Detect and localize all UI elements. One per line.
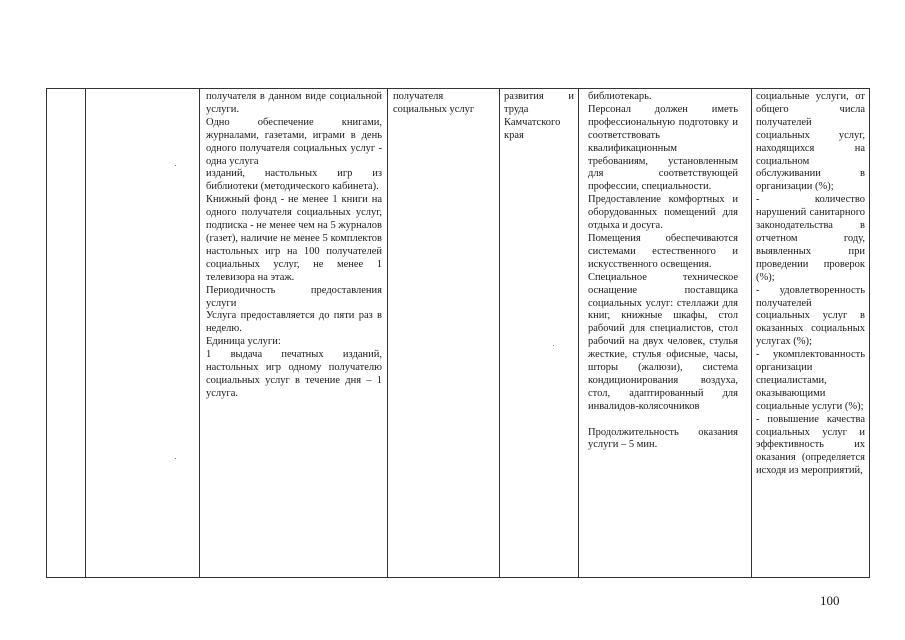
recipient-cell: получателя социальных услуг xyxy=(393,91,475,115)
column-divider xyxy=(578,89,579,577)
page-number: 100 xyxy=(820,593,840,608)
column-divider xyxy=(85,89,86,577)
service-description-cell: получателя в данном виде социальной услуги. Одно обеспечение книгами, журналами, газетами, играми в день одного получателя социальных услуг - одна услуга изданий, настольных игр из библиотеки (методического кабинета). Книжный фонд - не менее 1 книги на одного получателя социальных услуг, подписка - не менее чем на 5 журналов (газет), наличие не менее 5 комплектов настольных игр на 100 получателей социальных услуг, не менее 1 телевизора на этаж. Периодичность предоставления услуги Услуга предоставляется до пяти раз в неделю. Единица услуги: 1 выдача печатных изданий, настольных игр одному получателю социальных услуг в течение дня – 1 услуга. xyxy=(206,91,382,399)
indicators-cell: социальные услуги, от общего числа получателей социальных услуг, находящихся на социальном обслуживании в организации (%); - количество нарушений санитарного законодательства в отчетном году, выявленных при проведении проверок (%); - удовлетворенность получателей социальных услуг в оказанных социальных услугах (%); - укомплектованность организации специалистами, оказывающими социальные услуги (%); - повышение качества социальных услуг и эффективность их оказания (определяется исходя из мероприятий, xyxy=(756,91,865,477)
ministry-cell: развития и труда Камчатского края xyxy=(504,91,574,141)
scan-speck xyxy=(553,345,554,346)
column-divider xyxy=(499,89,500,577)
column-divider xyxy=(199,89,200,577)
scan-speck xyxy=(175,458,176,459)
column-divider xyxy=(751,89,752,577)
column-divider xyxy=(387,89,388,577)
scan-speck xyxy=(175,165,176,166)
conditions-cell: библиотекарь. Персонал должен иметь профессиональную подготовку и соответствовать квалификационным требованиям, установленным для соответствующей профессии, специальности. Предоставление комфортных и оборудованных помещений для отдыха и досуга. Помещения обеспечиваются системами естественного и искусственного освещения. Специальное техническое оснащение поставщика социальных услуг: стеллажи для книг, книжные шкафы, стол рабочий для специалистов, стол рабочий на двух человек, стулья жесткие, стулья офисные, часы, шторы (жалюзи), система кондиционирования воздуха, стол, адаптированный для инвалидов-колясочников Продолжительность оказания услуги – 5 мин. xyxy=(588,91,738,451)
services-table xyxy=(46,88,870,578)
